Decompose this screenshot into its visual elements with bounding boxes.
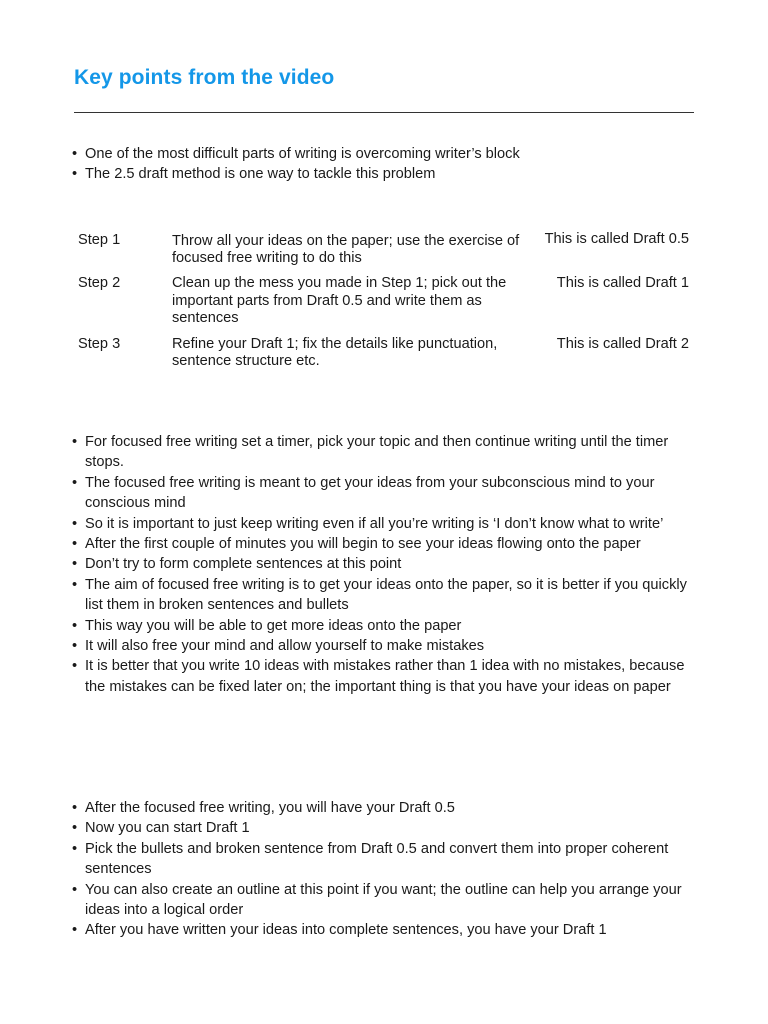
list-item: • You can also create an outline at this point if you want; the outline can help you arrange your ideas into a logical order	[71, 880, 697, 921]
list-item: • The 2.5 draft method is one way to tackle this problem	[71, 164, 697, 184]
step-row	[78, 231, 694, 267]
list-item: • The focused free writing is meant to get your ideas from your subconscious mind to your conscious mind	[71, 473, 697, 514]
list-item: • After the focused free writing, you will have your Draft 0.5	[71, 798, 697, 818]
draft-one-bullet-list	[71, 798, 697, 941]
page-title: Key points from the video	[74, 66, 335, 89]
free-writing-bullet-list	[71, 432, 697, 697]
step-row	[78, 275, 694, 327]
step-description: Throw all your ideas on the paper; use the exercise of focused free writing to do this	[172, 233, 520, 267]
step-label: Step 2	[78, 275, 121, 292]
list-item: • This way you will be able to get more ideas onto the paper	[71, 616, 697, 636]
step-draft-name: This is called Draft 0.5	[544, 231, 689, 247]
list-item: • The aim of focused free writing is to get your ideas onto the paper, so it is better if you quickly list them in broken sentences and bullets	[71, 575, 697, 616]
list-item: • It will also free your mind and allow yourself to make mistakes	[71, 636, 697, 656]
step-description: Refine your Draft 1; fix the details like punctuation, sentence structure etc.	[172, 336, 498, 370]
list-item: • Pick the bullets and broken sentence from Draft 0.5 and convert them into proper coherent sentences	[71, 839, 697, 880]
list-item: • Don’t try to form complete sentences at this point	[71, 554, 697, 574]
list-item: • So it is important to just keep writing even if all you’re writing is ‘I don’t know what to write’	[71, 514, 697, 534]
step-label: Step 3	[78, 336, 121, 353]
list-item: • It is better that you write 10 ideas with mistakes rather than 1 idea with no mistakes, because the mistakes can be fixed later on; the important thing is that you have your ideas on paper	[71, 656, 697, 697]
list-item: • For focused free writing set a timer, pick your topic and then continue writing until the timer stops.	[71, 432, 697, 473]
list-item: • After you have written your ideas into complete sentences, you have your Draft 1	[71, 920, 697, 940]
steps-table	[78, 231, 694, 370]
step-label: Step 1	[78, 232, 121, 248]
list-item: • Now you can start Draft 1	[71, 818, 697, 838]
list-item: • One of the most difficult parts of writing is overcoming writer’s block	[71, 144, 697, 164]
step-description: Clean up the mess you made in Step 1; pick out the important parts from Draft 0.5 and write them as sentences	[172, 275, 507, 326]
step-draft-name: This is called Draft 2	[556, 336, 689, 353]
step-row	[78, 336, 694, 370]
title-divider	[74, 112, 694, 113]
list-item: • After the first couple of minutes you will begin to see your ideas flowing onto the paper	[71, 534, 697, 554]
step-draft-name: This is called Draft 1	[556, 275, 689, 292]
intro-bullet-list	[71, 144, 697, 185]
